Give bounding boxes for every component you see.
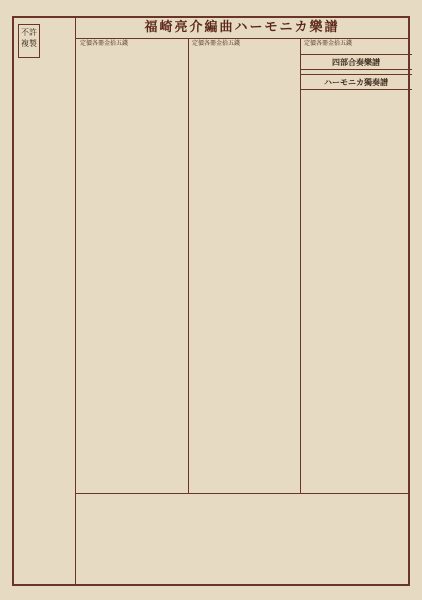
column-2-price-note: 定價各冊金拾五錢 — [192, 40, 241, 47]
catalogue-column-3 — [300, 38, 412, 493]
quartet-section-title: 四部合奏樂譜 — [300, 54, 412, 70]
page-border — [12, 16, 410, 586]
catalogue-column-2 — [188, 38, 301, 493]
colophon-column — [14, 18, 76, 584]
solo-section-title: ハーモニカ獨奏譜 — [300, 74, 412, 90]
column-3-price-note: 定價各冊金拾五錢 — [304, 40, 353, 47]
copy-prohibited-mark: 不許複製 — [18, 24, 40, 58]
catalogue-area — [76, 18, 408, 584]
catalogue-title: 福崎亮介編曲ハーモニカ樂譜 — [76, 18, 408, 39]
footnotes-block — [76, 493, 408, 587]
catalogue-column-1 — [76, 38, 189, 493]
column-1-price-note: 定價各冊金拾五錢 — [80, 40, 129, 47]
